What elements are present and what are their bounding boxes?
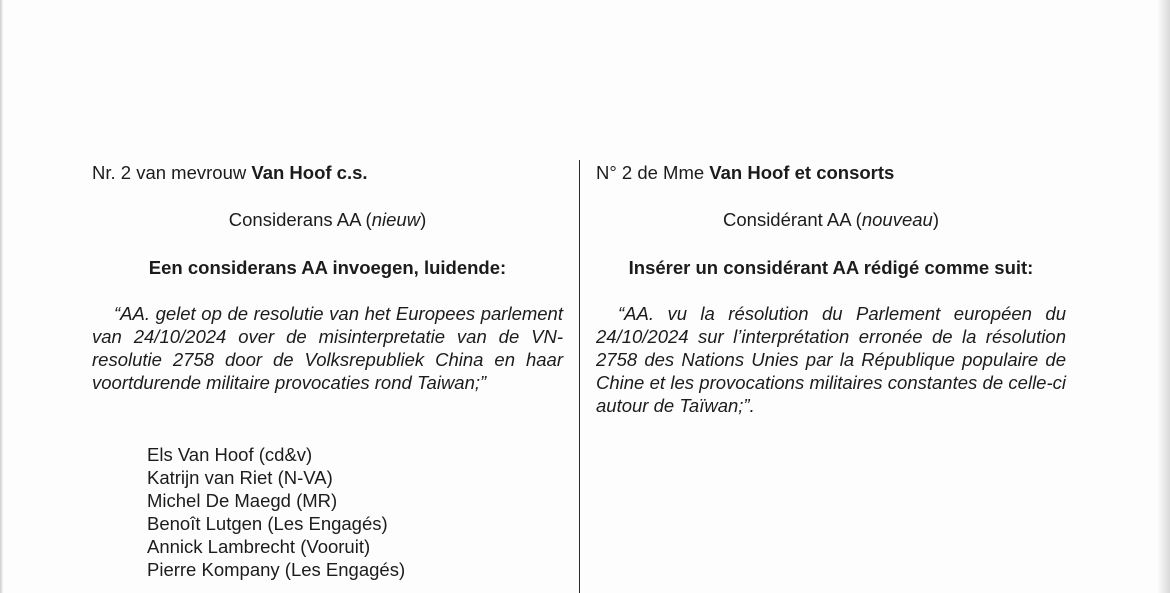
amendment-author-nl: Van Hoof c.s. xyxy=(251,162,368,183)
signer-item: Els Van Hoof (cd&v) xyxy=(147,444,313,465)
instruction-nl: Een considerans AA invoegen, luidende: xyxy=(148,257,507,278)
considerant-heading-fr xyxy=(596,208,1066,231)
quote-text-nl: “AA. gelet op de resolutie van het Europees parlement van 24/10/2024 over de misinterpretatie van de VN-resolutie 2758 door de Volksrepubliek China en haar voortdurende militaire provocaties rond Taiwan;” xyxy=(92,303,563,393)
column-divider xyxy=(579,160,580,593)
amendment-prefix-fr: N° 2 de Mme xyxy=(596,162,710,183)
instruction-fr: Insérer un considérant AA rédigé comme suit: xyxy=(628,257,1034,278)
heading-suffix-nl: ) xyxy=(420,209,427,230)
page-left-shadow xyxy=(0,0,3,593)
heading-prefix-fr: Considérant AA ( xyxy=(723,209,862,230)
amendment-number-nl xyxy=(92,161,368,184)
considerans-heading-nl xyxy=(92,208,563,231)
amendment-prefix-nl: Nr. 2 van mevrouw xyxy=(92,162,252,183)
heading-suffix-fr: ) xyxy=(932,209,939,230)
signer-item: Benoît Lutgen (Les Engagés) xyxy=(147,513,388,534)
signers-list xyxy=(147,443,405,581)
heading-prefix-nl: Considerans AA ( xyxy=(228,209,372,230)
heading-emphasis-nl: nieuw xyxy=(371,209,421,230)
quote-text-fr: “AA. vu la résolution du Parlement européen du 24/10/2024 sur l’interprétation erronée de la résolution 2758 des Nations Unies par la République populaire de Chine et les provocations militaires constantes de celle-ci autour de Taïwan;”. xyxy=(596,303,1066,416)
signer-item: Katrijn van Riet (N-VA) xyxy=(147,467,333,488)
page-right-shadow xyxy=(1158,0,1170,593)
heading-emphasis-fr: nouveau xyxy=(861,209,933,230)
amendment-author-fr: Van Hoof et consorts xyxy=(709,162,895,183)
amendment-number-fr xyxy=(596,161,894,184)
signer-item: Michel De Maegd (MR) xyxy=(147,490,338,511)
signer-item: Annick Lambrecht (Vooruit) xyxy=(147,536,371,557)
signer-item: Pierre Kompany (Les Engagés) xyxy=(147,559,406,580)
